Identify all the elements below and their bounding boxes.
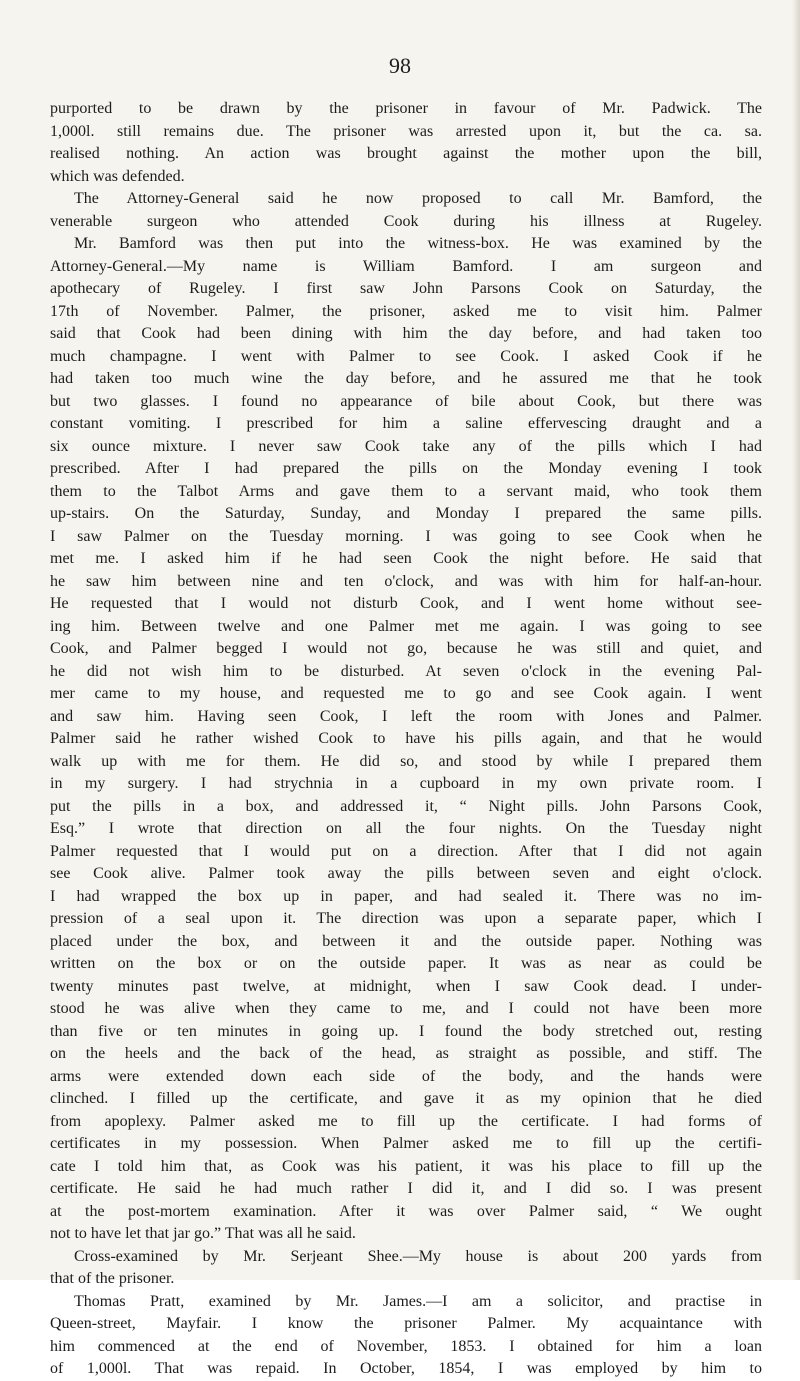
text-line: Mr. Bamford was then put into the witness-box. He was examined by the — [74, 235, 762, 252]
text-line: Cook, and Palmer begged I would not go, because he was still and quiet, and — [50, 640, 762, 657]
text-line: twenty minutes past twelve, at midnight, when I saw Cook dead. I under- — [50, 977, 762, 995]
text-line: purported to be drawn by the prisoner in favour of Mr. Padwick. The — [50, 100, 762, 117]
text-line: Queen-street, Mayfair. I know the prisoner Palmer. My acquaintance with — [50, 1315, 762, 1332]
text-line: said that Cook had been dining with him the day before, and had taken too — [50, 325, 762, 342]
text-line: six ounce mixture. I never saw Cook take any of the pills which I had — [50, 437, 762, 455]
text-line: at the post-mortem examination. After it was over Palmer said, “ We ought — [50, 1202, 762, 1220]
text-line: 17th of November. Palmer, the prisoner, asked me to visit him. Palmer — [50, 302, 762, 320]
body-text — [50, 98, 762, 1381]
text-line: apothecary of Rugeley. I first saw John Parsons Cook on Saturday, the — [50, 280, 762, 297]
text-line: Palmer said he rather wished Cook to have his pills again, and that he would — [50, 730, 762, 747]
text-line: him commenced at the end of November, 1853. I obtained for him a loan — [50, 1337, 762, 1355]
text-line: but two glasses. I found no appearance of bile about Cook, but there was — [50, 392, 762, 410]
text-line: pression of a seal upon it. The direction was upon a separate paper, which I — [50, 910, 762, 927]
text-line: certificates in my possession. When Palmer asked me to fill up the certifi- — [50, 1135, 762, 1152]
text-line: Esq.” I wrote that direction on all the four nights. On the Tuesday night — [50, 820, 762, 837]
text-line: ing him. Between twelve and one Palmer met me again. I was going to see — [50, 617, 762, 635]
text-line: Cross-examined by Mr. Serjeant Shee.—My house is about 200 yards from — [74, 1247, 762, 1265]
text-line: realised nothing. An action was brought against the mother upon the bill, — [50, 145, 762, 162]
text-line: mer came to my house, and requested me to go and see Cook again. I went — [50, 685, 762, 702]
text-line: prescribed. After I had prepared the pills on the Monday evening I took — [50, 460, 762, 477]
text-line: The Attorney-General said he now proposed to call Mr. Bamford, the — [74, 190, 762, 207]
text-line: much champagne. I went with Palmer to see Cook. I asked Cook if he — [50, 347, 762, 365]
text-line: had taken too much wine the day before, and he assured me that he took — [50, 370, 762, 387]
text-line: and saw him. Having seen Cook, I left the room with Jones and Palmer. — [50, 707, 762, 725]
text-line: walk up with me for them. He did so, and stood by while I prepared them — [50, 752, 762, 770]
text-line: He requested that I would not disturb Cook, and I went home without see- — [50, 595, 762, 612]
text-line: written on the box or on the outside paper. It was as near as could be — [50, 955, 762, 972]
text-line: from apoplexy. Palmer asked me to fill up the certificate. I had forms of — [50, 1112, 762, 1130]
text-line: Attorney-General.—My name is William Bamford. I am surgeon and — [50, 257, 762, 275]
text-line: met me. I asked him if he had seen Cook the night before. He said that — [50, 550, 762, 567]
text-line: that of the prisoner. — [50, 1270, 175, 1287]
text-line: than five or ten minutes in going up. I found the body stretched out, resting — [50, 1022, 762, 1040]
text-line: them to the Talbot Arms and gave them to a servant maid, who took them — [50, 482, 762, 500]
text-line: put the pills in a box, and addressed it, “ Night pills. John Parsons Cook, — [50, 797, 762, 815]
page-binding-shadow — [792, 0, 800, 1280]
text-line: arms were extended down each side of the body, and the hands were — [50, 1067, 762, 1085]
text-line: not to have let that jar go.” That was all he said. — [50, 1225, 356, 1242]
text-line: in my surgery. I had strychnia in a cupboard in my own private room. I — [50, 775, 762, 792]
text-line: I saw Palmer on the Tuesday morning. I was going to see Cook when he — [50, 527, 762, 545]
text-line: he saw him between nine and ten o'clock, and was with him for half-an-hour. — [50, 572, 762, 590]
text-line: venerable surgeon who attended Cook during his illness at Rugeley. — [50, 212, 762, 230]
text-line: Thomas Pratt, examined by Mr. James.—I am a solicitor, and practise in — [74, 1292, 762, 1310]
page-number: 98 — [389, 53, 411, 78]
text-line: which was defended. — [50, 167, 185, 185]
text-line: 1,000l. still remains due. The prisoner was arrested upon it, but the ca. sa. — [50, 122, 762, 140]
text-line: certificate. He said he had much rather I did it, and I did so. I was present — [50, 1180, 762, 1197]
text-line: Palmer requested that I would put on a direction. After that I did not again — [50, 842, 762, 860]
text-line: see Cook alive. Palmer took away the pills between seven and eight o'clock. — [50, 865, 762, 882]
text-line: on the heels and the back of the head, as straight as possible, and stiff. The — [50, 1045, 762, 1062]
text-line: constant vomiting. I prescribed for him a saline effervescing draught and a — [50, 415, 762, 432]
text-line: of 1,000l. That was repaid. In October, 1854, I was employed by him to — [50, 1360, 762, 1377]
text-line: placed under the box, and between it and the outside paper. Nothing was — [50, 932, 762, 950]
text-line: he did not wish him to be disturbed. At seven o'clock in the evening Pal- — [50, 662, 762, 680]
text-line: cate I told him that, as Cook was his patient, it was his place to fill up the — [50, 1157, 762, 1175]
text-line: clinched. I filled up the certificate, and gave it as my opinion that he died — [50, 1090, 762, 1107]
text-line: stood he was alive when they came to me, and I could not have been more — [50, 1000, 762, 1017]
text-line: I had wrapped the box up in paper, and had sealed it. There was no im- — [50, 887, 762, 905]
text-line: up-stairs. On the Saturday, Sunday, and Monday I prepared the same pills. — [50, 505, 762, 522]
